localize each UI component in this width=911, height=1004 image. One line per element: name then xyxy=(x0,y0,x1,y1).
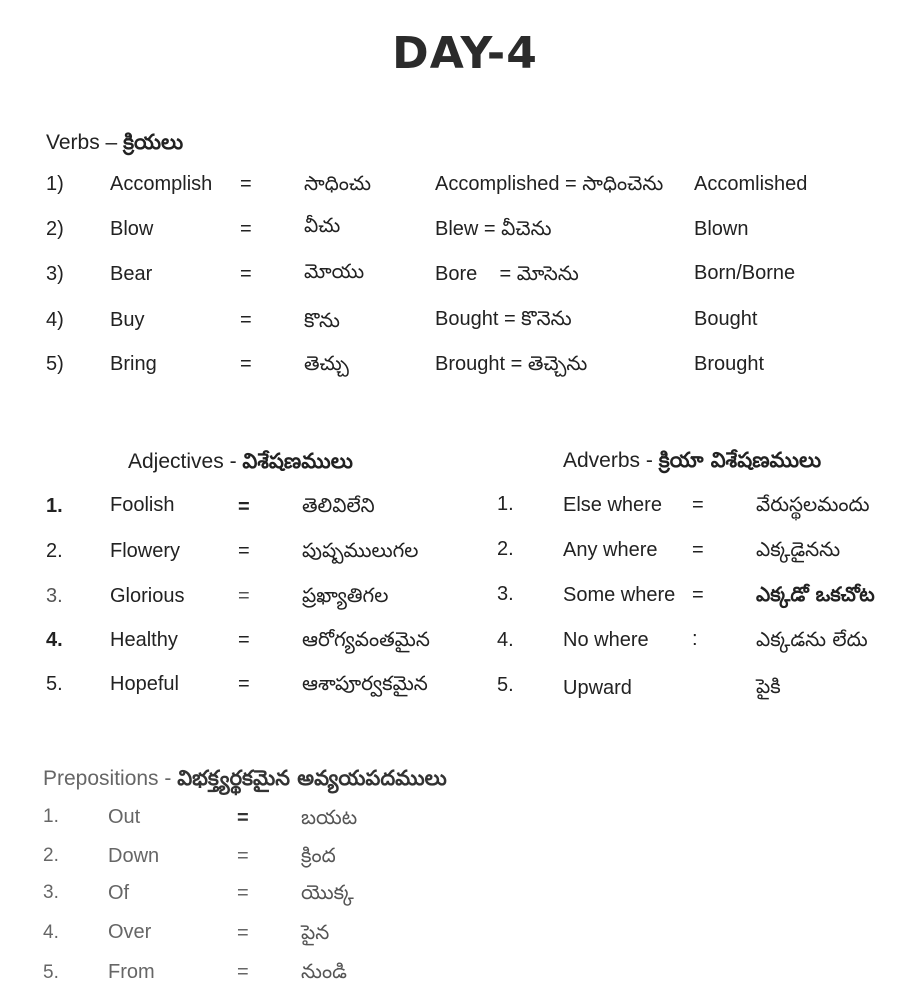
preposition-word: Of xyxy=(108,882,130,904)
verbs-heading-en: Verbs xyxy=(46,131,100,154)
preposition-word: Over xyxy=(108,921,152,943)
adverbs-heading-te: క్రియా విశేషణములు xyxy=(658,448,822,472)
preposition-eq: = xyxy=(237,922,249,944)
verb-num: 4) xyxy=(46,309,64,331)
adjective-meaning: ప్రఖ్యాతిగల xyxy=(302,583,389,607)
adverb-meaning: ఎక్కడైనను xyxy=(756,537,841,561)
adverb-meaning: ఎక్కడను లేదు xyxy=(756,627,868,651)
verb-num: 3) xyxy=(46,263,64,285)
adverb-num: 5. xyxy=(497,674,514,696)
verb-participle: Brought xyxy=(694,353,765,375)
verb-participle: Accomlished xyxy=(694,173,808,195)
adverb-word: Any where xyxy=(563,539,658,561)
adjectives-heading-te: విశేషణములు xyxy=(242,449,353,473)
adverbs-heading xyxy=(563,448,821,478)
adjective-num: 2. xyxy=(46,540,63,562)
adjective-eq: = xyxy=(238,540,250,562)
verb-word: Buy xyxy=(110,309,145,331)
verb-word: Bear xyxy=(110,263,153,285)
preposition-num: 4. xyxy=(43,922,59,943)
verb-word: Blow xyxy=(110,218,154,240)
adverb-num: 1. xyxy=(497,493,514,515)
prepositions-heading-te: విభక్త్యర్థకమైన అవ్యయపదములు xyxy=(177,766,447,790)
adjective-word: Hopeful xyxy=(110,673,179,695)
adjective-meaning: ఆరోగ్యవంతమైన xyxy=(302,627,430,651)
verb-past: Accomplished = సాధించెను xyxy=(435,173,664,195)
adjectives-heading-sep: - xyxy=(229,450,237,473)
adverb-meaning: పైకి xyxy=(756,674,781,698)
adverb-eq: : xyxy=(692,628,698,650)
preposition-meaning: నుండి xyxy=(301,959,347,983)
adjective-num: 4. xyxy=(46,629,63,651)
verb-word: Accomplish xyxy=(110,173,213,195)
adjective-num: 3. xyxy=(46,585,63,607)
verb-participle: Born/Borne xyxy=(694,262,796,284)
verb-past: Blew = వీచెను xyxy=(435,218,552,240)
adjectives-heading xyxy=(128,449,353,479)
verb-meaning: తెచ్చు xyxy=(304,351,349,375)
adjective-eq: = xyxy=(238,585,250,607)
preposition-eq: = xyxy=(237,961,249,983)
verb-num: 2) xyxy=(46,218,64,240)
preposition-meaning: యొక్క xyxy=(301,880,354,904)
verb-eq: = xyxy=(240,263,252,285)
preposition-num: 2. xyxy=(43,845,59,866)
adverb-word: No where xyxy=(563,629,649,651)
adverb-word: Some where xyxy=(563,584,676,606)
verbs-heading-sep: – xyxy=(105,131,118,154)
adverbs-heading-en: Adverbs xyxy=(563,449,641,472)
preposition-meaning: క్రింద xyxy=(301,843,336,867)
verb-meaning: సాధించు xyxy=(304,171,371,195)
adverb-num: 2. xyxy=(497,538,514,560)
adverb-num: 4. xyxy=(497,629,514,651)
verb-word: Bring xyxy=(110,353,157,375)
preposition-eq: = xyxy=(237,882,249,904)
adjective-word: Foolish xyxy=(110,494,175,516)
verbs-heading-te: క్రియలు xyxy=(123,130,184,154)
verbs-heading xyxy=(46,130,183,160)
preposition-word: Down xyxy=(108,845,160,867)
preposition-num: 5. xyxy=(43,962,59,983)
adjective-eq: = xyxy=(238,673,250,695)
verb-eq: = xyxy=(240,309,252,331)
adjective-meaning: పుష్పములుగల xyxy=(302,538,419,562)
prepositions-heading xyxy=(43,766,447,796)
verb-num: 5) xyxy=(46,353,64,375)
adverb-word: Else where xyxy=(563,494,662,516)
verb-participle: Bought xyxy=(694,308,758,330)
verb-meaning: వీచు xyxy=(304,213,341,237)
verb-eq: = xyxy=(240,353,252,375)
preposition-num: 3. xyxy=(43,882,59,903)
adverb-num: 3. xyxy=(497,583,514,605)
adverb-word: Upward xyxy=(563,677,632,699)
verb-meaning: మోయు xyxy=(304,259,365,283)
adjectives-heading-en: Adjectives xyxy=(128,450,224,473)
verb-participle: Blown xyxy=(694,218,749,240)
verb-past: Bore = మోసెను xyxy=(435,263,579,285)
verb-past: Brought = తెచ్చెను xyxy=(435,353,588,375)
adverbs-heading-sep: - xyxy=(645,449,653,472)
adjective-meaning: తెలివిలేని xyxy=(302,493,375,517)
adjective-eq: = xyxy=(238,496,250,518)
adverb-eq: = xyxy=(692,539,704,561)
prepositions-heading-en: Prepositions xyxy=(43,767,159,790)
preposition-meaning: బయట xyxy=(301,805,358,829)
verb-meaning: కొను xyxy=(304,308,340,332)
adjective-num: 5. xyxy=(46,673,63,695)
preposition-word: From xyxy=(108,961,155,983)
verb-eq: = xyxy=(240,173,252,195)
adjective-word: Flowery xyxy=(110,540,181,562)
verb-past: Bought = కొనెను xyxy=(435,308,572,330)
page-title: DAY-4 xyxy=(392,28,538,79)
preposition-word: Out xyxy=(108,806,141,828)
adverb-meaning: ఎక్కడో ఒకచోట xyxy=(756,582,875,606)
preposition-eq: = xyxy=(237,845,249,867)
preposition-num: 1. xyxy=(43,806,59,827)
adjective-num: 1. xyxy=(46,495,63,517)
verb-num: 1) xyxy=(46,173,64,195)
preposition-meaning: పైన xyxy=(301,920,330,944)
adjective-eq: = xyxy=(238,629,250,651)
verb-eq: = xyxy=(240,218,252,240)
adjective-word: Healthy xyxy=(110,629,178,651)
adverb-eq: = xyxy=(692,584,704,606)
adjective-meaning: ఆశాపూర్వకమైన xyxy=(302,671,428,695)
preposition-eq: = xyxy=(237,807,249,829)
adjective-word: Glorious xyxy=(110,585,185,607)
adverb-eq: = xyxy=(692,494,704,516)
prepositions-heading-sep: - xyxy=(164,767,172,790)
adverb-meaning: వేరుస్థలమందు xyxy=(756,492,870,516)
